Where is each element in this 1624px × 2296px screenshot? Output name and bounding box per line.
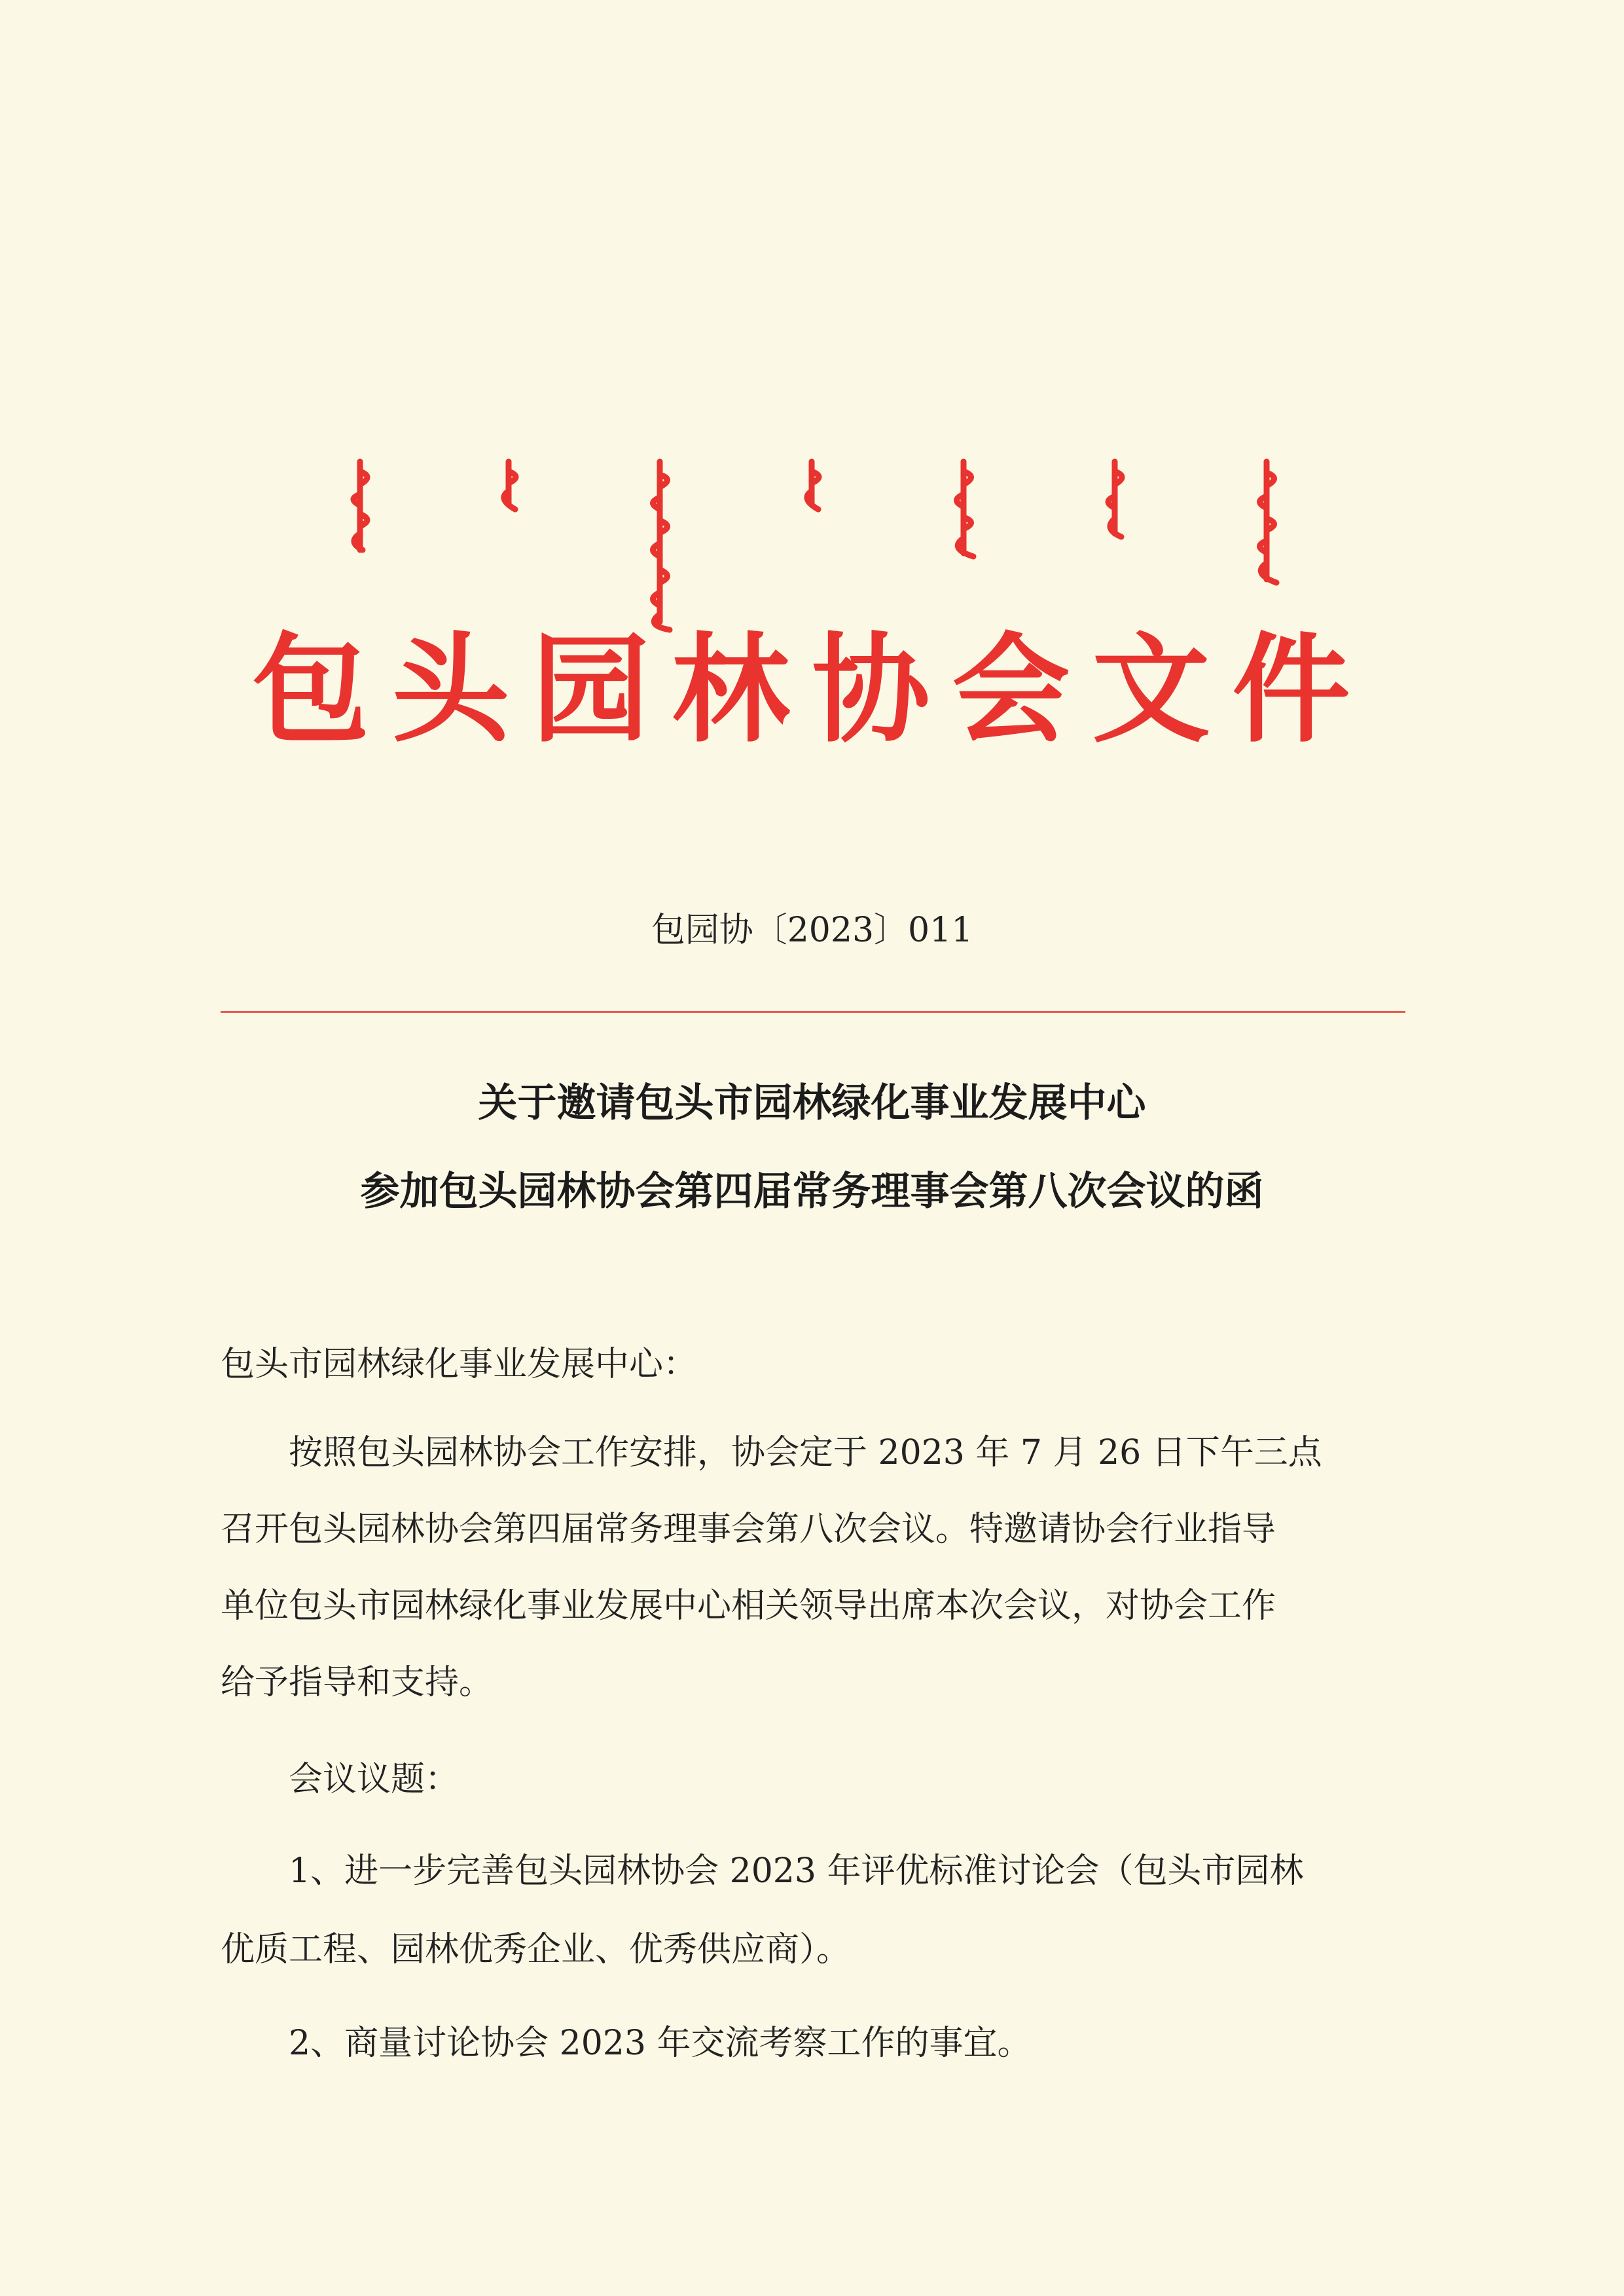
- mongolian-word-7-icon: [1244, 458, 1290, 589]
- letterhead-title: 包头园林协会文件: [251, 622, 1373, 759]
- mongolian-word-5-icon: [941, 458, 986, 563]
- red-divider-line: [221, 1011, 1405, 1013]
- agenda-item-1-line-2: 优质工程、园林优秀企业、优秀供应商）。: [221, 1930, 851, 1969]
- subject-line-2: 参加包头园林协会第四届常务理事会第八次会议的函: [360, 1169, 1264, 1214]
- paragraph-1-line-4: 给予指导和支持。: [221, 1663, 494, 1702]
- paragraph-1-line-1: 按照包头园林协会工作安排，协会定于 2023 年 7 月 26 日下午三点: [289, 1433, 1322, 1472]
- mongolian-word-6-icon: [1095, 458, 1134, 543]
- mongolian-word-4-icon: [792, 458, 831, 517]
- paragraph-1-line-3: 单位包头市园林绿化事业发展中心相关领导出席本次会议，对协会工作: [221, 1586, 1276, 1626]
- mongolian-word-3-icon: [637, 458, 683, 635]
- paragraph-1-line-2: 召开包头园林协会第四届常务理事会第八次会议。特邀请协会行业指导: [221, 1510, 1276, 1549]
- document-number: 包园协〔2023〕011: [651, 911, 973, 950]
- agenda-item-1-line-1: 1、进一步完善包头园林协会 2023 年评优标准讨论会（包头市园林: [289, 1851, 1304, 1891]
- mongolian-word-1-icon: [340, 458, 380, 556]
- subject-line-1: 关于邀请包头市园林绿化事业发展中心: [478, 1080, 1146, 1126]
- agenda-heading: 会议议题：: [289, 1760, 460, 1799]
- mongolian-word-2-icon: [489, 458, 528, 517]
- agenda-item-2: 2、商量讨论协会 2023 年交流考察工作的事宜。: [289, 2024, 1032, 2063]
- addressee: 包头市园林绿化事业发展中心：: [221, 1345, 698, 1384]
